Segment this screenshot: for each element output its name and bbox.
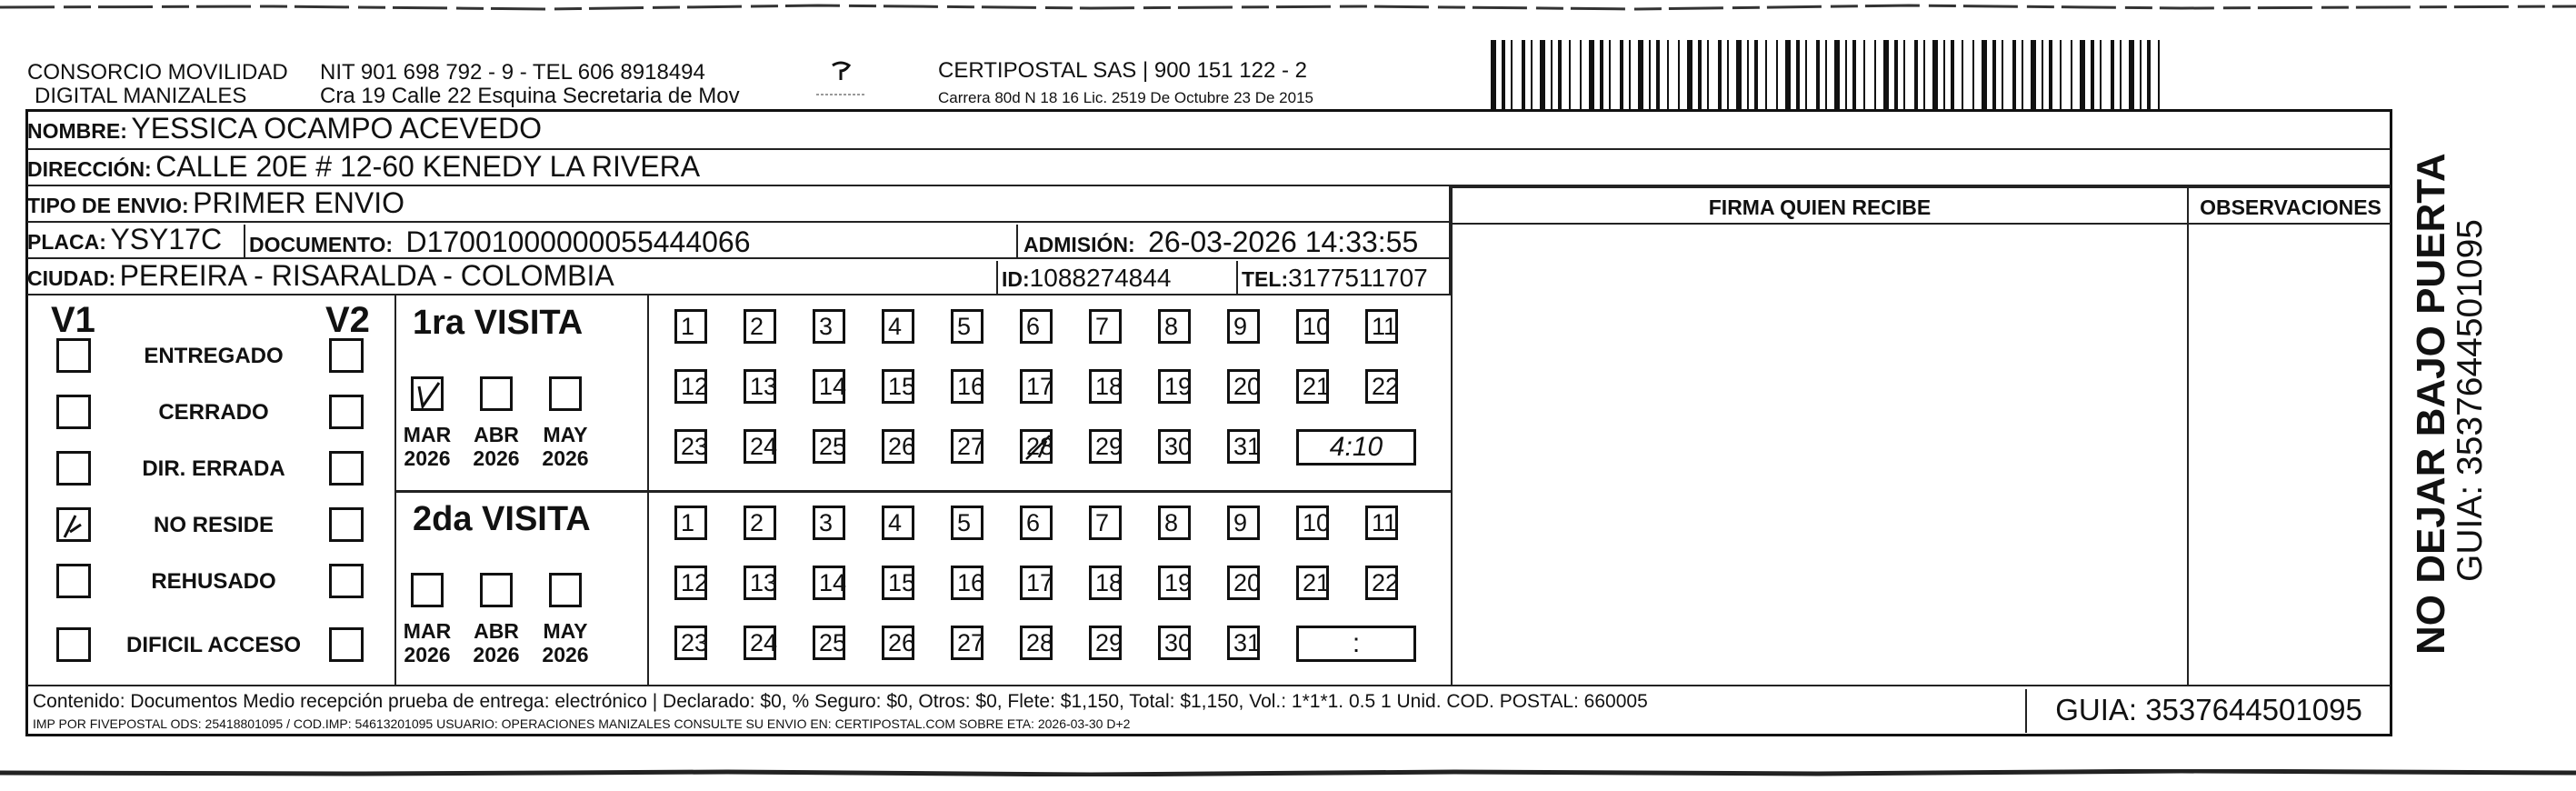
day-box[interactable]: 22: [1365, 369, 1398, 404]
documento-label: DOCUMENTO:: [249, 233, 394, 256]
day-box[interactable]: 23: [674, 429, 707, 464]
month-year: 2026: [542, 643, 589, 666]
day-box[interactable]: 4: [882, 506, 914, 540]
month-name: MAY: [543, 423, 588, 446]
observaciones-divider: [2187, 186, 2189, 685]
v2-checkbox[interactable]: [329, 564, 364, 598]
v2-checkbox[interactable]: [329, 627, 364, 662]
day-box[interactable]: 11: [1365, 309, 1398, 344]
firma-area[interactable]: [1453, 225, 2187, 685]
day-box[interactable]: 10: [1296, 506, 1329, 540]
day-box[interactable]: 13: [744, 566, 776, 600]
observaciones-label: OBSERVACIONES: [2200, 195, 2381, 219]
day-box[interactable]: 22: [1365, 566, 1398, 600]
day-box[interactable]: 26: [882, 429, 914, 464]
calendar-divider: [647, 295, 649, 685]
v2-checkbox[interactable]: [329, 507, 364, 542]
observaciones-area[interactable]: [2191, 225, 2391, 685]
footer-guia: GUIA: 3537644501095: [2025, 689, 2391, 733]
month-checkbox[interactable]: [549, 573, 582, 607]
day-box[interactable]: 31: [1227, 429, 1260, 464]
placa-value: YSY17C: [110, 223, 223, 255]
day-box[interactable]: 8: [1158, 506, 1191, 540]
day-box[interactable]: 10: [1296, 309, 1329, 344]
day-box[interactable]: 18: [1089, 566, 1122, 600]
v2-checkbox[interactable]: [329, 451, 364, 486]
month-year: 2026: [542, 446, 589, 470]
day-box[interactable]: 6: [1020, 309, 1053, 344]
visit-title: 2da VISITA: [413, 500, 591, 538]
month-checkbox[interactable]: [549, 376, 582, 411]
v1-checkbox[interactable]: [56, 338, 91, 373]
day-box[interactable]: 18: [1089, 369, 1122, 404]
id-value: 1088274844: [1029, 264, 1172, 292]
tipo-envio-label: TIPO DE ENVIO:: [27, 194, 189, 217]
month-name: MAY: [543, 619, 588, 643]
day-box[interactable]: 25: [813, 626, 845, 660]
day-box[interactable]: 5: [951, 506, 983, 540]
day-box[interactable]: 23: [674, 626, 707, 660]
month-checkbox[interactable]: [411, 573, 444, 607]
check-mark-icon: [59, 510, 94, 545]
ciudad-label: CIUDAD:: [27, 266, 116, 290]
day-box[interactable]: 9: [1227, 309, 1260, 344]
day-box[interactable]: 1: [674, 309, 707, 344]
status-label: ENTREGADO: [144, 344, 284, 368]
day-box[interactable]: 5: [951, 309, 983, 344]
time-box[interactable]: 4:10: [1296, 429, 1416, 466]
placa-label: PLACA:: [27, 230, 106, 254]
tipo-envio-value: PRIMER ENVIO: [193, 186, 405, 219]
day-box[interactable]: 2: [744, 309, 776, 344]
tel-value: 3177511707: [1288, 264, 1428, 292]
top-torn-edge: [0, 4, 2576, 11]
day-box[interactable]: 12: [674, 369, 707, 404]
nombre-row: [27, 112, 2391, 150]
day-box[interactable]: 3: [813, 309, 845, 344]
no-dejar-warning: NO DEJAR BAJO PUERTA: [2409, 153, 2453, 655]
month-name: ABR: [474, 423, 519, 446]
tel-field: [1242, 264, 1428, 293]
status-label: CERRADO: [158, 400, 269, 425]
day-box[interactable]: 16: [951, 369, 983, 404]
tipo-envio-row: [27, 186, 1451, 223]
day-box[interactable]: 7: [1089, 506, 1122, 540]
day-box[interactable]: 2: [744, 506, 776, 540]
day-box[interactable]: 24: [744, 626, 776, 660]
status-label: DIFICIL ACCESO: [125, 633, 301, 657]
id-label: ID:: [1002, 267, 1030, 291]
time-box[interactable]: :: [1296, 626, 1416, 662]
ciudad-value: PEREIRA - RISARALDA - COLOMBIA: [119, 259, 614, 292]
day-box[interactable]: 27: [951, 429, 983, 464]
day-box[interactable]: 21: [1296, 369, 1329, 404]
day-box[interactable]: 28: [1020, 626, 1053, 660]
day-box[interactable]: 11: [1365, 506, 1398, 540]
day-box[interactable]: 29: [1089, 626, 1122, 660]
month-year: 2026: [473, 446, 520, 470]
barcode: [1491, 40, 2163, 109]
month-year: 2026: [473, 643, 520, 666]
tel-label: TEL:: [1242, 267, 1289, 291]
company-nit: NIT 901 698 792 - 9 - TEL 606 8918494: [320, 60, 705, 85]
month-year: 2026: [404, 446, 451, 470]
day-box[interactable]: 14: [813, 566, 845, 600]
status-label: REHUSADO: [151, 569, 276, 594]
day-box[interactable]: 15: [882, 369, 914, 404]
visit-title: 1ra VISITA: [413, 304, 584, 342]
month-checkbox[interactable]: [411, 376, 444, 411]
placa-divider: [244, 225, 245, 259]
day-box[interactable]: 24: [744, 429, 776, 464]
day-box[interactable]: 29: [1089, 429, 1122, 464]
footer-rule: [27, 685, 2391, 686]
day-box[interactable]: 3: [813, 506, 845, 540]
day-box[interactable]: 16: [951, 566, 983, 600]
admision-label: ADMISIÓN:: [1023, 233, 1135, 256]
day-box[interactable]: 13: [744, 369, 776, 404]
company-name-line1: CONSORCIO MOVILIDAD: [27, 60, 288, 85]
v1-checkbox[interactable]: [56, 395, 91, 429]
direccion-row: [27, 150, 2391, 186]
day-box[interactable]: 4: [882, 309, 914, 344]
documento-value: D17001000000055444066: [405, 225, 751, 258]
month-name: MAR: [403, 619, 452, 643]
v2-label: V2: [325, 300, 370, 340]
day-mark-icon: [1023, 432, 1055, 466]
day-box[interactable]: 19: [1158, 369, 1191, 404]
documento-field: [249, 225, 751, 259]
day-box[interactable]: 31: [1227, 626, 1260, 660]
admision-value: 26-03-2026 14:33:55: [1148, 225, 1419, 258]
day-box[interactable]: 8: [1158, 309, 1191, 344]
day-box[interactable]: 1: [674, 506, 707, 540]
v1-checkbox[interactable]: [56, 564, 91, 598]
side-guia: GUIA: 3537644501095: [2451, 219, 2490, 582]
month-checkbox[interactable]: [480, 573, 513, 607]
v1-checkbox[interactable]: [56, 507, 91, 542]
nombre-value: YESSICA OCAMPO ACEVEDO: [131, 112, 543, 145]
day-box[interactable]: 20: [1227, 566, 1260, 600]
month-name: MAR: [403, 423, 452, 446]
v2-checkbox[interactable]: [329, 395, 364, 429]
day-box[interactable]: 30: [1158, 429, 1191, 464]
day-box[interactable]: 12: [674, 566, 707, 600]
admision-divider: [1016, 225, 1018, 259]
day-box[interactable]: 9: [1227, 506, 1260, 540]
contenido-line: Contenido: Documentos Medio recepción prueba de entrega: electrónico | Declarado: $0, % Seguro: $0, Otros: $0, Flete: $1,150, Total: $1,150, Vol.: 1*1*1. 0.5 1 Unid. COD. POSTAL: 660005: [33, 691, 1648, 712]
day-box[interactable]: 21: [1296, 566, 1329, 600]
tel-divider: [1236, 261, 1238, 295]
v1-checkbox[interactable]: [56, 451, 91, 486]
certipostal-logo-icon: [800, 56, 882, 107]
day-box[interactable]: 19: [1158, 566, 1191, 600]
nombre-label: NOMBRE:: [27, 119, 127, 143]
v1-checkbox[interactable]: [56, 627, 91, 662]
direccion-value: CALLE 20E # 12-60 KENEDY LA RIVERA: [155, 150, 701, 183]
bottom-torn-edge: [0, 769, 2576, 776]
day-box[interactable]: 26: [882, 626, 914, 660]
company-address: Cra 19 Calle 22 Esquina Secretaria de Mov: [320, 84, 740, 108]
day-box[interactable]: 6: [1020, 506, 1053, 540]
check-mark-icon: [414, 379, 446, 414]
status-label: NO RESIDE: [153, 513, 275, 537]
month-name: ABR: [474, 619, 519, 643]
v1-label: V1: [51, 300, 95, 340]
left-section-rule: [1451, 186, 1453, 685]
firma-top-rule: [1451, 186, 2391, 188]
imp-line: IMP POR FIVEPOSTAL ODS: 25418801095 / COD.IMP: 54613201095 USUARIO: OPERACIONES MANIZALES CONSULTE SU ENVIO EN: CERTIPOSTAL.COM SOBRE ETA: 2026-03-30 D+2: [33, 716, 1131, 731]
id-divider: [996, 261, 998, 295]
direccion-label: DIRECCIÓN:: [27, 157, 152, 181]
day-box[interactable]: 15: [882, 566, 914, 600]
courier-name: CERTIPOSTAL SAS | 900 151 122 - 2: [938, 58, 1307, 83]
company-name-line2: DIGITAL MANIZALES: [35, 84, 247, 108]
day-box[interactable]: 25: [813, 429, 845, 464]
day-box[interactable]: 30: [1158, 626, 1191, 660]
month-year: 2026: [404, 643, 451, 666]
v2-checkbox[interactable]: [329, 338, 364, 373]
day-box[interactable]: 17: [1020, 369, 1053, 404]
month-checkbox[interactable]: [480, 376, 513, 411]
day-box[interactable]: 7: [1089, 309, 1122, 344]
firma-label: FIRMA QUIEN RECIBE: [1708, 195, 1932, 219]
status-label: DIR. ERRADA: [142, 456, 285, 481]
admision-field: [1023, 225, 1418, 259]
day-box[interactable]: 20: [1227, 369, 1260, 404]
id-field: [1002, 264, 1171, 293]
day-box[interactable]: 14: [813, 369, 845, 404]
day-box[interactable]: 28: [1020, 429, 1053, 464]
day-box[interactable]: 17: [1020, 566, 1053, 600]
visit-divider: [396, 490, 1451, 493]
courier-address: Carrera 80d N 18 16 Lic. 2519 De Octubre 23 De 2015: [938, 89, 1313, 106]
day-box[interactable]: 27: [951, 626, 983, 660]
